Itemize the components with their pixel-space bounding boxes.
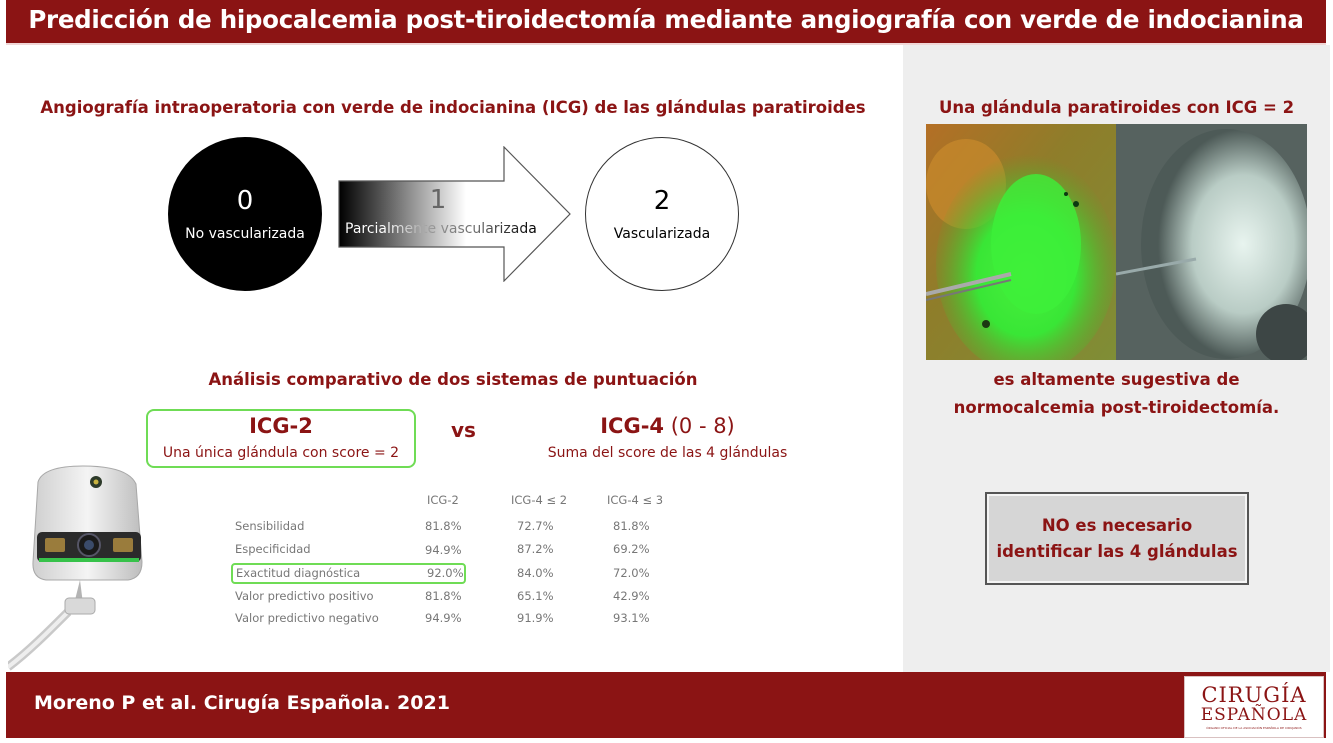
fluorescence-color-image [926,124,1116,360]
right-heading: Una glándula paratiroides con ICG = 2 [938,98,1295,117]
score-1-label: Parcialmente vascularizada [345,221,537,237]
key-message-box [985,492,1249,585]
table-cell: 81.8% [425,519,462,533]
citation: Moreno P et al. Cirugía Española. 2021 [34,692,450,714]
logo-line2: ESPAÑOLA [1200,705,1308,725]
right-caption-line1: es altamente sugestiva de [993,370,1240,389]
logo-line3: ÓRGANO OFICIAL DE LA ASOCIACIÓN ESPAÑOLA DE CIRUJANOS [1206,726,1302,730]
icg4-heading [530,414,805,438]
comparison-heading: Análisis comparativo de dos sistemas de puntuación [208,370,698,389]
right-caption-line2: normocalcemia post-tiroidectomía. [953,398,1280,417]
table-col-header: ICG-4 ≤ 3 [607,493,664,507]
score-2-number: 2 [653,186,671,216]
table-cell: 81.8% [613,519,650,533]
table-row-label: Especificidad [235,542,311,556]
score-1-number: 1 [429,185,447,215]
score-2-circle [585,137,739,291]
table-col-header: ICG-2 [427,493,459,507]
table-cell: 94.9% [425,543,462,557]
table-cell: 42.9% [613,589,650,603]
table-cell: 72.0% [613,566,650,580]
table-cell: 72.7% [517,519,554,533]
journal-logo [1184,676,1324,738]
table-cell: 69.2% [613,542,650,556]
icg2-description: Una única glándula con score = 2 [162,445,400,461]
vs-label: vs [451,418,476,442]
icg4-description: Suma del score de las 4 glándulas [547,445,788,461]
score-0-label: No vascularizada [185,226,305,242]
table-cell: 65.1% [517,589,554,603]
table-cell: 81.8% [425,589,462,603]
key-message-line1: NO es necesario [1041,515,1193,535]
icg4-title: ICG-4 [600,414,665,438]
logo-line1: CIRUGÍA [1201,683,1307,707]
table-cell: 91.9% [517,611,554,625]
icg4-range: (0 - 8) [670,414,735,438]
table-cell: 94.9% [425,611,462,625]
gradient-arrow-icon [338,146,574,282]
score-2-label: Vascularizada [613,226,711,242]
page-title: Predicción de hipocalcemia post-tiroidectomía mediante angiografía con verde de indocianina [28,5,1304,34]
key-message-line2: identificar las 4 glándulas [996,541,1238,561]
table-cell: 84.0% [517,566,554,580]
table-row-label: Exactitud diagnóstica [236,566,361,580]
score-0-number: 0 [236,186,254,216]
table-cell: 87.2% [517,542,554,556]
table-cell: 92.0% [427,566,464,580]
table-row-label: Valor predictivo negativo [235,611,379,625]
angio-heading: Angiografía intraoperatoria con verde de indocianina (ICG) de las glándulas paratiroides [40,98,866,117]
fluorescence-grayscale-image [1116,124,1307,360]
icg2-title: ICG-2 [249,414,313,438]
score-0-circle [168,137,322,291]
table-row-label: Sensibilidad [235,519,305,533]
camera-device-icon [8,462,158,672]
table-col-header: ICG-4 ≤ 2 [511,493,568,507]
table-cell: 93.1% [613,611,650,625]
table-row-label: Valor predictivo positivo [235,589,374,603]
